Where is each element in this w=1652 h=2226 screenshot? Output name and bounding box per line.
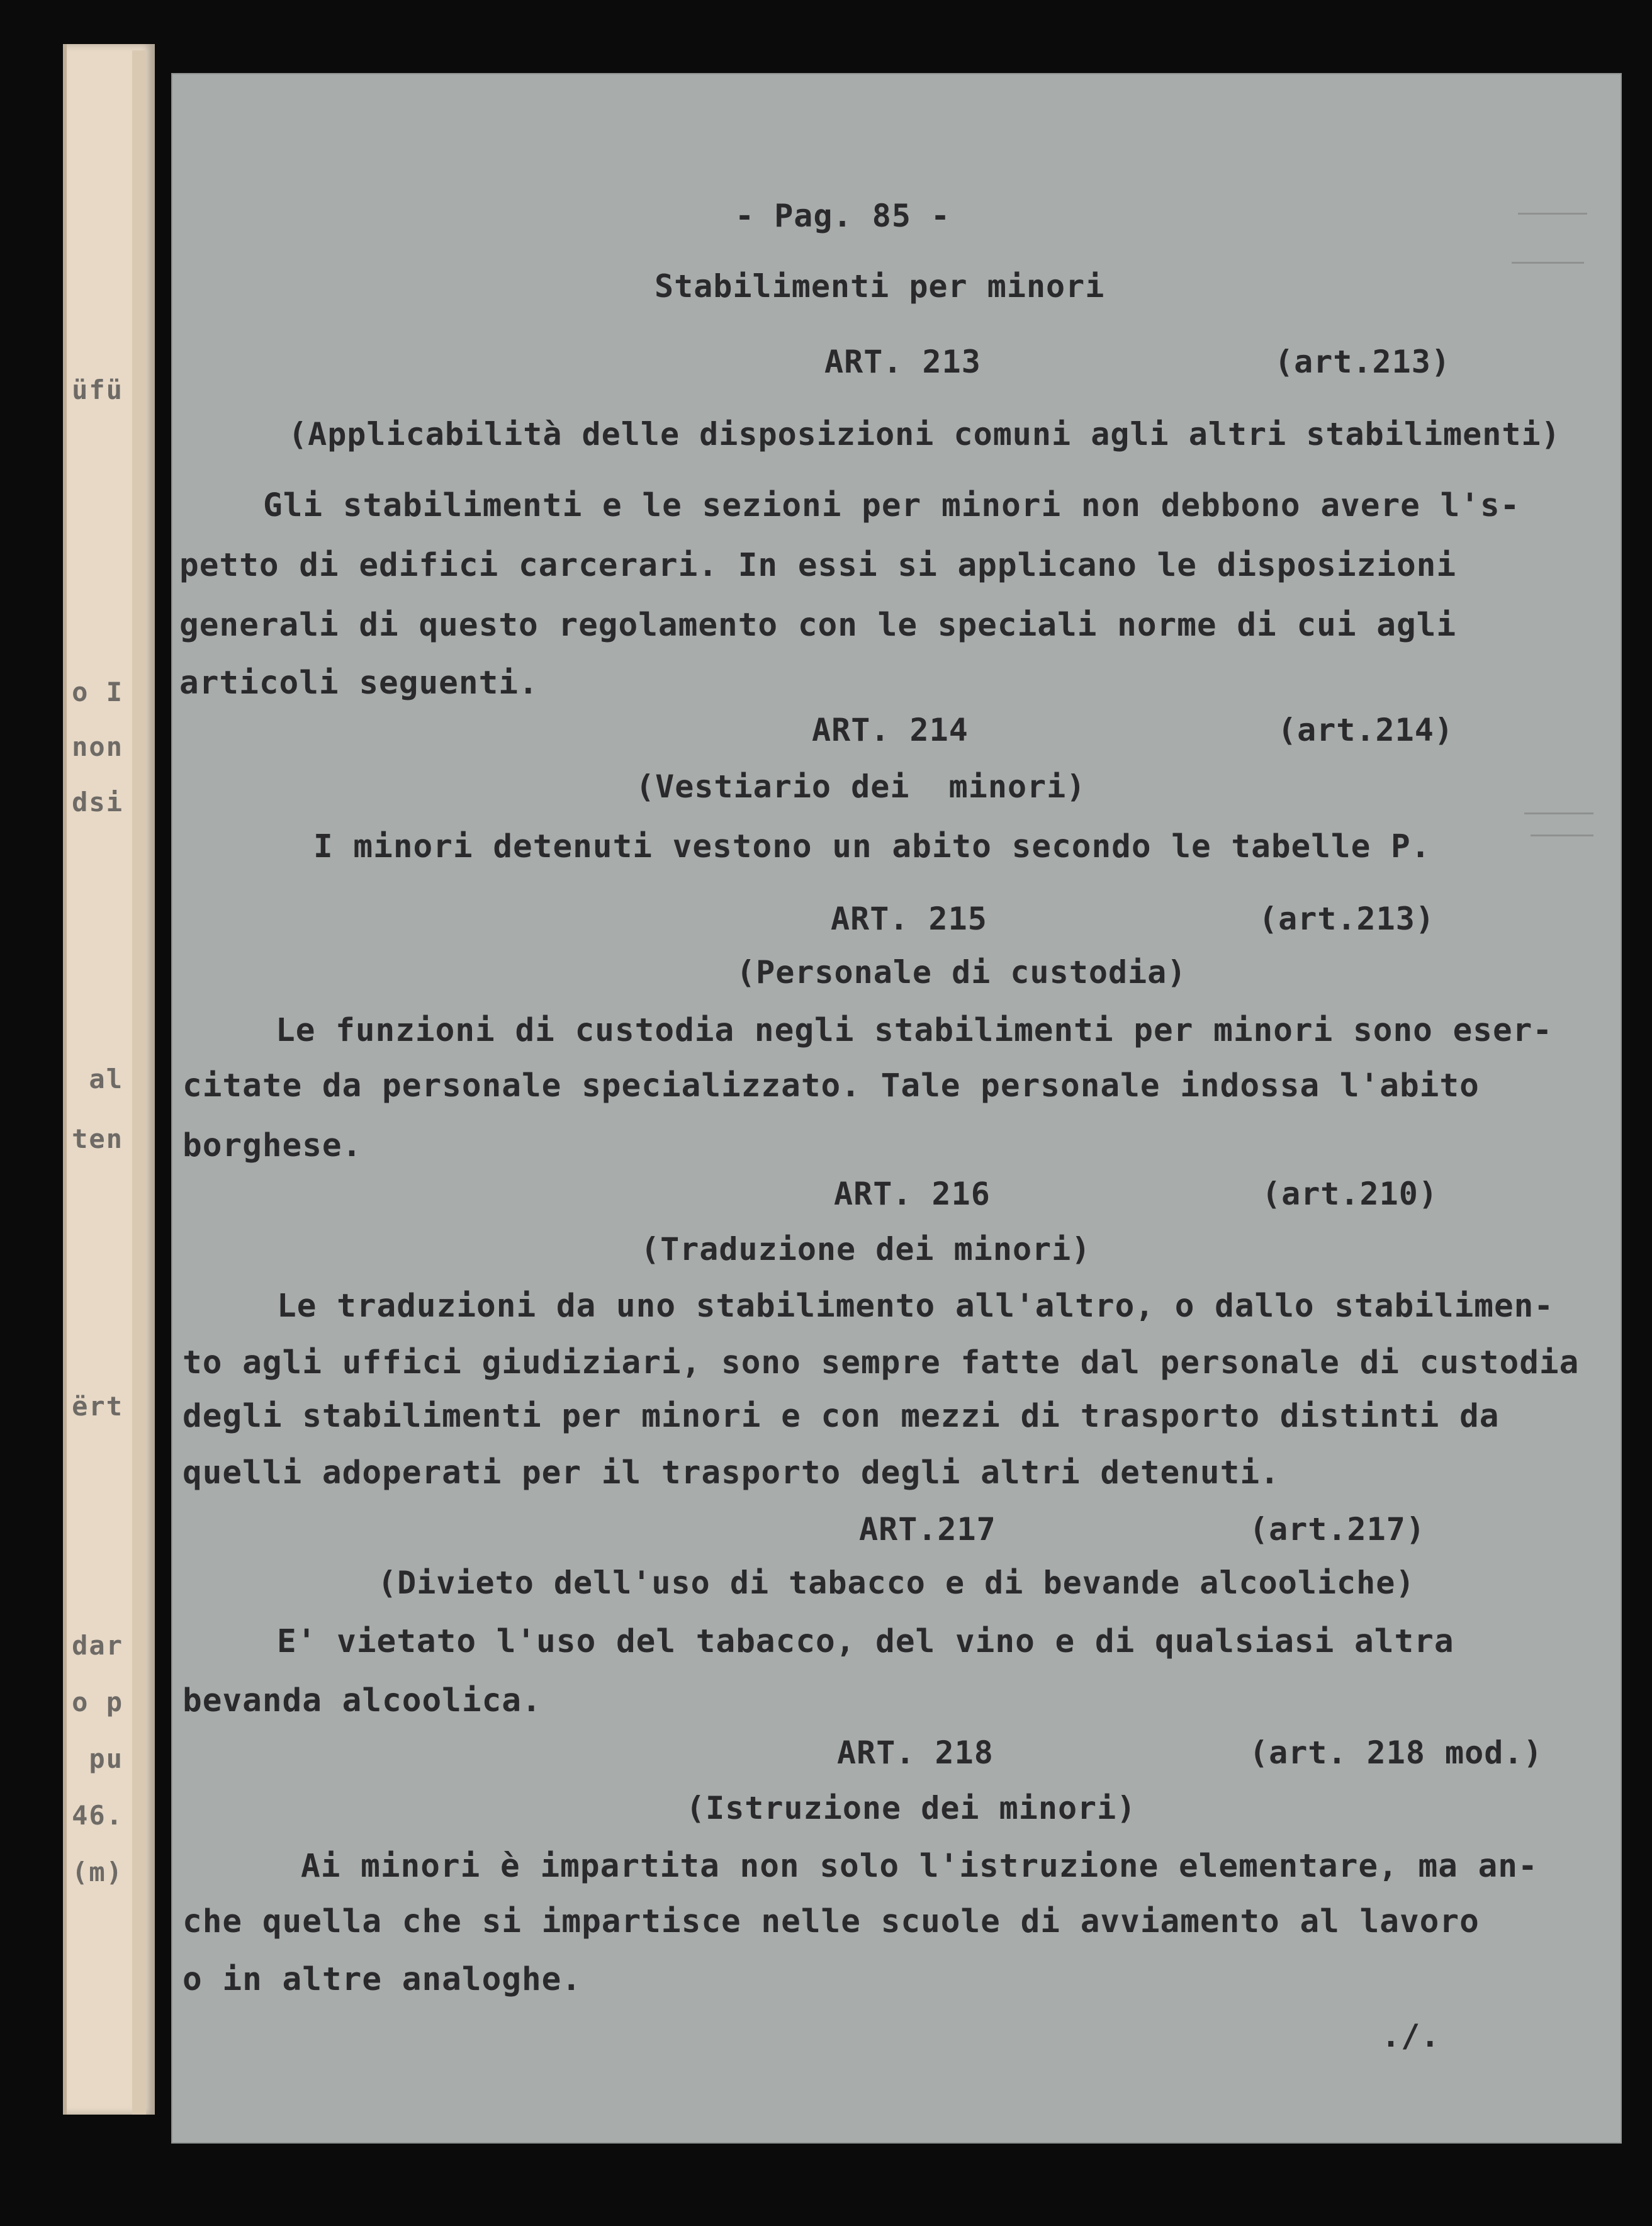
edge-mark xyxy=(1531,835,1593,836)
article-reference: (art.213) xyxy=(1274,344,1451,380)
article-number: ART. 215 xyxy=(831,901,987,937)
body-line: o in altre analoghe. xyxy=(183,1961,582,1998)
article-title: (Applicabilità delle disposizioni comuni agli altri stabilimenti) xyxy=(288,416,1561,453)
article-number: ART. 216 xyxy=(834,1176,991,1212)
margin-fragment: dar xyxy=(72,1630,123,1661)
edge-mark xyxy=(1524,812,1593,814)
article-number: ART. 218 xyxy=(837,1734,994,1771)
margin-fragment: üfü xyxy=(72,374,123,405)
body-line: degli stabilimenti per minori e con mezzi di trasporto distinti da xyxy=(183,1398,1500,1435)
body-line: Ai minori è impartita non solo l'istruzione elementare, ma an- xyxy=(301,1848,1538,1885)
margin-fragment: o p xyxy=(72,1687,123,1717)
margin-fragment: al xyxy=(89,1064,123,1094)
body-line: Le traduzioni da uno stabilimento all'altro, o dallo stabilimen- xyxy=(277,1288,1554,1325)
margin-fragment: ërt xyxy=(72,1391,123,1422)
body-line: Le funzioni di custodia negli stabilimenti per minori sono eser- xyxy=(276,1012,1553,1049)
body-line: citate da personale specializzato. Tale personale indossa l'abito xyxy=(183,1067,1480,1105)
page-number: - Pag. 85 - xyxy=(735,198,951,234)
article-title: (Istruzione dei minori) xyxy=(686,1790,1137,1826)
body-line: Gli stabilimenti e le sezioni per minori non debbono avere l's- xyxy=(263,487,1520,524)
article-reference: (art.213) xyxy=(1259,901,1435,937)
body-line: quelli adoperati per il trasporto degli altri detenuti. xyxy=(183,1454,1280,1492)
typed-page xyxy=(171,73,1622,2144)
body-line: bevanda alcoolica. xyxy=(183,1682,542,1719)
margin-fragment: non xyxy=(72,731,123,762)
article-title: (Traduzione dei minori) xyxy=(641,1231,1091,1268)
margin-fragment: pu xyxy=(89,1743,123,1774)
binder-fold xyxy=(132,50,146,2115)
section-title: Stabilimenti per minori xyxy=(655,268,1105,305)
body-line: E' vietato l'uso del tabacco, del vino e di qualsiasi altra xyxy=(277,1623,1454,1660)
body-line: generali di questo regolamento con le speciali norme di cui agli xyxy=(179,607,1457,644)
body-line: petto di edifici carcerari. In essi si applicano le disposizioni xyxy=(179,547,1457,584)
body-line: che quella che si impartisce nelle scuole di avviamento al lavoro xyxy=(183,1903,1480,1940)
article-title: (Divieto dell'uso di tabacco e di bevande alcooliche) xyxy=(378,1565,1415,1601)
article-title: (Personale di custodia) xyxy=(736,954,1187,991)
edge-mark xyxy=(1518,213,1587,215)
article-reference: (art.217) xyxy=(1249,1511,1425,1548)
margin-fragment: dsi xyxy=(72,787,123,818)
body-line: borghese. xyxy=(183,1127,362,1164)
article-reference: (art.214) xyxy=(1278,712,1454,748)
article-number: ART.217 xyxy=(859,1511,996,1548)
body-line: articoli seguenti. xyxy=(179,665,539,702)
margin-fragment: ten xyxy=(72,1123,123,1154)
article-number: ART. 213 xyxy=(824,344,981,380)
body-line: to agli uffici giudiziari, sono sempre fatte dal personale di custodia xyxy=(183,1344,1580,1381)
margin-fragment: o I xyxy=(72,677,123,707)
article-reference: (art. 218 mod.) xyxy=(1249,1734,1543,1771)
continuation-mark: ./. xyxy=(1381,2018,1441,2054)
margin-fragment: 46. xyxy=(72,1800,123,1831)
article-number: ART. 214 xyxy=(812,712,969,748)
article-reference: (art.210) xyxy=(1262,1176,1438,1212)
article-title: (Vestiario dei minori) xyxy=(636,768,1086,805)
body-line: I minori detenuti vestono un abito secondo le tabelle P. xyxy=(313,828,1431,865)
margin-fragment: (m) xyxy=(72,1857,123,1887)
edge-mark xyxy=(1512,262,1584,264)
